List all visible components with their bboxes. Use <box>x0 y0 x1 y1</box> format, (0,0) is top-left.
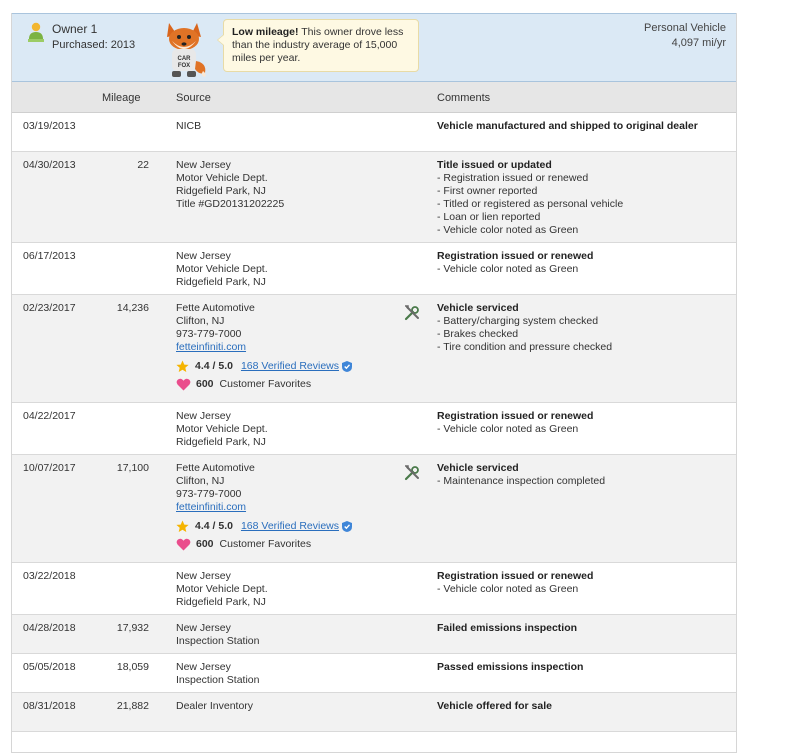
source-line: Clifton, NJ <box>176 475 225 487</box>
row-date: 02/23/2017 <box>23 302 76 314</box>
source-line: Dealer Inventory <box>176 700 254 712</box>
favorites-count: 600 <box>196 378 214 390</box>
comment-line: - Vehicle color noted as Green <box>437 583 579 595</box>
source-line: New Jersey <box>176 159 231 171</box>
source-line: New Jersey <box>176 570 231 582</box>
row-comments <box>437 159 727 237</box>
row-comments <box>437 120 727 133</box>
comment-line: - Loan or lien reported <box>437 211 541 223</box>
comment-title: Vehicle offered for sale <box>437 700 552 712</box>
row-source <box>176 410 396 449</box>
comment-title: Vehicle manufactured and shipped to original dealer <box>437 120 698 132</box>
row-date: 06/17/2013 <box>23 250 76 262</box>
tip-bold: Low mileage! <box>232 26 299 38</box>
favorites-label: Customer Favorites <box>219 378 312 390</box>
source-line: Inspection Station <box>176 635 260 647</box>
service-tools-icon <box>404 465 420 481</box>
source-line: Ridgefield Park, NJ <box>176 436 266 448</box>
customer-favorites <box>176 378 396 391</box>
source-line: 973-779-7000 <box>176 328 242 340</box>
comment-line: - Maintenance inspection completed <box>437 475 606 487</box>
column-comments: Comments <box>437 92 491 104</box>
row-source <box>176 120 396 133</box>
row-comments <box>437 410 727 436</box>
row-source <box>176 661 396 687</box>
row-source <box>176 700 396 713</box>
column-header <box>12 82 736 113</box>
table-row <box>12 243 736 295</box>
comment-line: - Vehicle color noted as Green <box>437 263 579 275</box>
owner-header <box>12 13 736 82</box>
source-line: New Jersey <box>176 622 231 634</box>
table-row <box>12 693 736 732</box>
svg-text:CAR: CAR <box>177 56 191 62</box>
comment-line: - Vehicle color noted as Green <box>437 423 579 435</box>
row-mileage: 18,059 <box>116 661 149 673</box>
source-line: Motor Vehicle Dept. <box>176 263 268 275</box>
comment-line: - Battery/charging system checked <box>437 315 599 327</box>
history-table <box>12 113 736 753</box>
row-date: 03/22/2018 <box>23 570 76 582</box>
row-mileage: 22 <box>137 159 149 171</box>
heart-icon <box>176 378 191 391</box>
comment-title: Title issued or updated <box>437 159 552 171</box>
person-icon <box>28 22 44 42</box>
comment-title: Registration issued or renewed <box>437 570 594 582</box>
source-line: 973-779-7000 <box>176 488 242 500</box>
verified-badge-icon <box>342 521 352 532</box>
source-line: Ridgefield Park, NJ <box>176 185 266 197</box>
source-line: Fette Automotive <box>176 462 255 474</box>
vehicle-type: Personal Vehicle <box>644 22 726 34</box>
row-source <box>176 622 396 648</box>
verified-reviews-link[interactable]: 168 Verified Reviews <box>240 520 340 532</box>
table-row <box>12 732 736 753</box>
low-mileage-tip <box>223 19 419 72</box>
row-source <box>176 302 396 391</box>
comment-title: Failed emissions inspection <box>437 622 578 634</box>
row-mileage: 21,882 <box>116 700 149 712</box>
favorites-label: Customer Favorites <box>219 538 312 550</box>
favorites-count: 600 <box>196 538 214 550</box>
row-date: 04/30/2013 <box>23 159 76 171</box>
comment-line: - Tire condition and pressure checked <box>437 341 613 353</box>
row-date: 05/05/2018 <box>23 661 76 673</box>
row-comments <box>437 700 727 713</box>
comment-line: - Titled or registered as personal vehicle <box>437 198 624 210</box>
table-row <box>12 654 736 693</box>
service-tools-icon <box>404 305 420 321</box>
table-row <box>12 563 736 615</box>
owner-title: Owner 1 <box>52 22 98 36</box>
source-line: New Jersey <box>176 410 231 422</box>
tip-text: This owner drove less than the industry average of 15,000 miles per year. <box>232 26 404 64</box>
vehicle-history-report <box>11 13 737 753</box>
dealer-website-link[interactable]: fetteinfiniti.com <box>176 341 247 353</box>
row-comments <box>437 462 727 488</box>
svg-text:FOX: FOX <box>177 63 191 69</box>
customer-favorites <box>176 538 396 551</box>
carfox-mascot-icon <box>159 19 211 79</box>
table-row <box>12 113 736 152</box>
comment-title: Passed emissions inspection <box>437 661 584 673</box>
column-source: Source <box>176 92 211 104</box>
heart-icon <box>176 538 191 551</box>
star-icon <box>176 520 189 533</box>
column-mileage: Mileage <box>102 92 141 104</box>
miles-per-year: 4,097 mi/yr <box>671 37 726 49</box>
table-row <box>12 455 736 563</box>
row-comments <box>437 302 727 354</box>
comment-line: - First owner reported <box>437 185 538 197</box>
row-comments <box>437 570 727 596</box>
comment-title: Registration issued or renewed <box>437 250 594 262</box>
source-line: Ridgefield Park, NJ <box>176 276 266 288</box>
comment-line: - Vehicle color noted as Green <box>437 224 579 236</box>
owner-purchased: Purchased: 2013 <box>52 39 136 51</box>
row-source <box>176 570 396 609</box>
row-date: 04/28/2018 <box>23 622 76 634</box>
row-date: 03/19/2013 <box>23 120 76 132</box>
table-row <box>12 295 736 403</box>
rating-score: 4.4 / 5.0 <box>195 360 233 372</box>
source-line: New Jersey <box>176 250 231 262</box>
source-line: New Jersey <box>176 661 231 673</box>
source-line: Title #GD20131202225 <box>176 198 285 210</box>
row-comments <box>437 622 727 635</box>
comment-line: - Registration issued or renewed <box>437 172 589 184</box>
star-icon <box>176 360 189 373</box>
table-row <box>12 152 736 243</box>
source-line: Inspection Station <box>176 674 260 686</box>
source-line: Fette Automotive <box>176 302 255 314</box>
comment-line: - Brakes checked <box>437 328 519 340</box>
source-line: Clifton, NJ <box>176 315 225 327</box>
table-row <box>12 615 736 654</box>
dealer-website-link[interactable]: fetteinfiniti.com <box>176 501 247 513</box>
row-date: 04/22/2017 <box>23 410 76 422</box>
verified-reviews-link[interactable]: 168 Verified Reviews <box>240 360 340 372</box>
row-date: 08/31/2018 <box>23 700 76 712</box>
comment-title: Vehicle serviced <box>437 302 519 314</box>
row-mileage: 14,236 <box>116 302 149 314</box>
source-line: NICB <box>176 120 202 132</box>
source-line: Ridgefield Park, NJ <box>176 596 266 608</box>
rating-score: 4.4 / 5.0 <box>195 520 233 532</box>
dealer-rating <box>176 360 396 373</box>
row-mileage: 17,100 <box>116 462 149 474</box>
table-row <box>12 403 736 455</box>
row-source <box>176 462 396 551</box>
comment-title: Vehicle serviced <box>437 462 519 474</box>
row-source <box>176 159 396 211</box>
row-date: 10/07/2017 <box>23 462 76 474</box>
dealer-rating <box>176 520 396 533</box>
row-comments <box>437 661 727 674</box>
row-comments <box>437 250 727 276</box>
source-line: Motor Vehicle Dept. <box>176 583 268 595</box>
comment-title: Registration issued or renewed <box>437 410 594 422</box>
verified-badge-icon <box>342 361 352 372</box>
source-line: Motor Vehicle Dept. <box>176 172 268 184</box>
row-mileage: 17,932 <box>116 622 149 634</box>
source-line: Motor Vehicle Dept. <box>176 423 268 435</box>
row-source <box>176 250 396 289</box>
